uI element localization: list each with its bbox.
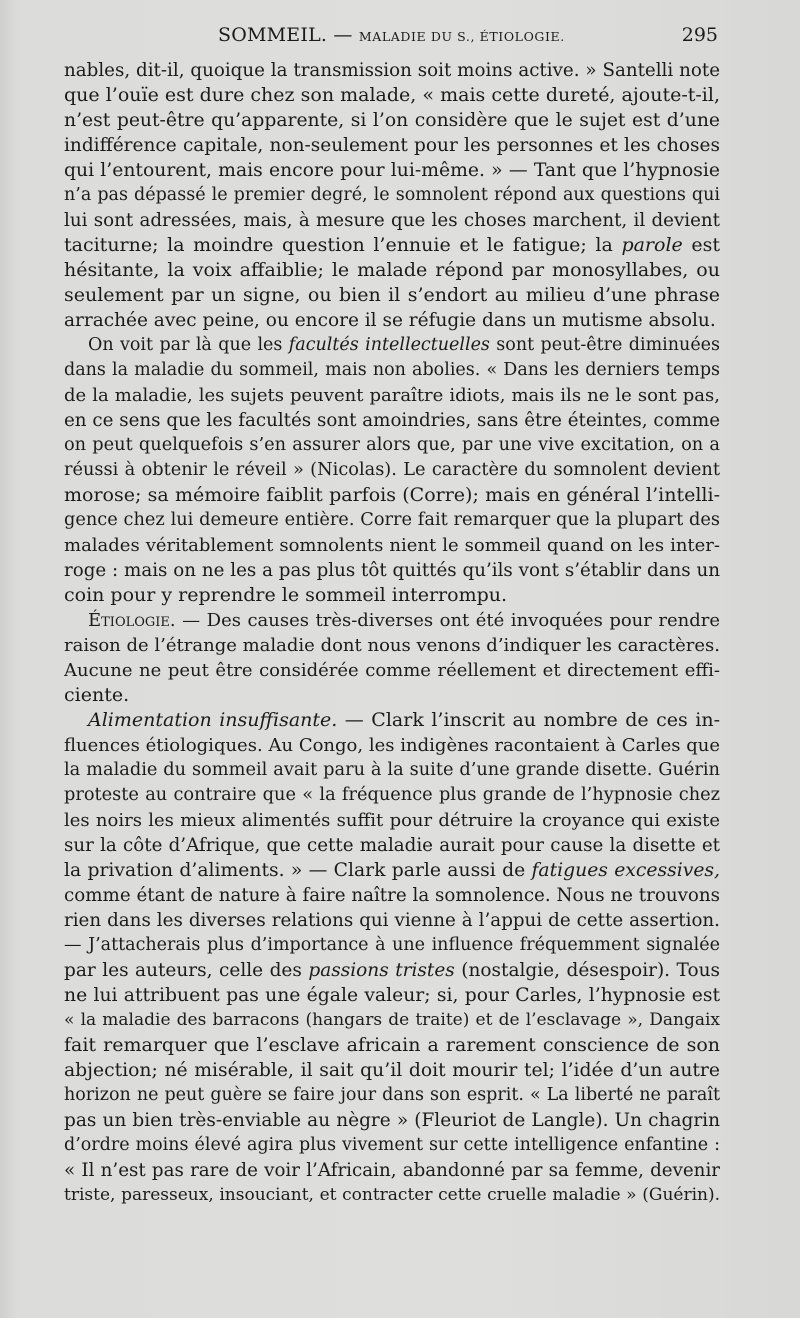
text-run: arrachée avec peine, ou encore il se réfugie dans un mutisme absolu.	[64, 310, 716, 331]
running-head	[218, 24, 565, 46]
running-head-sub: MALADIE DU S., ÉTIOLOGIE.	[358, 29, 565, 44]
running-head-dash: —	[333, 24, 353, 46]
text-run: la maladie du sommeil avait paru à la suite d’une grande disette. Guérin	[64, 760, 720, 780]
text-run: pas un bien très-enviable au nègre » (Fleuriot de Langle). Un chagrin	[64, 1110, 720, 1131]
text-run: sont peut-être diminuées	[489, 335, 720, 355]
text-line	[64, 1108, 720, 1133]
text-run: rien dans les diverses relations qui vienne à l’appui de cette assertion.	[64, 910, 720, 931]
text-run: proteste au contraire que « la fréquence plus grande de l’hypnosie chez	[64, 785, 720, 805]
text-line	[64, 483, 720, 508]
text-run: de la maladie, les sujets peuvent paraître idiots, mais ils ne le sont pas,	[64, 385, 720, 406]
text-run: réussi à obtenir le réveil » (Nicolas). Le caractère du somnolent devient	[64, 460, 720, 480]
text-line	[64, 908, 720, 933]
text-run: taciturne; la moindre question l’ennuie et le fatigue; la	[64, 234, 622, 256]
text-line	[64, 258, 720, 283]
text-run: que l’ouïe est dure chez son malade, « mais cette dureté, ajoute-t-il,	[64, 84, 720, 106]
text-line	[64, 1183, 720, 1208]
text-run: comme étant de nature à faire naître la somnolence. Nous ne trouvons	[64, 885, 720, 906]
italic-phrase: passions tristes	[308, 960, 455, 981]
italic-phrase: fatigues excessives,	[531, 860, 720, 881]
text-line	[64, 533, 720, 558]
text-run: par les auteurs, celle des	[64, 960, 309, 981]
text-run: dans la maladie du sommeil, mais non abolies. « Dans les derniers temps	[64, 360, 720, 380]
text-line	[64, 58, 720, 83]
text-line	[64, 758, 720, 783]
text-line	[64, 583, 720, 608]
text-run: Aucune ne peut être considérée comme réellement et directement effi-	[64, 660, 720, 681]
text-line	[64, 733, 720, 758]
text-run: horizon ne peut guère se faire jour dans son esprit. « La liberté ne paraît	[64, 1085, 720, 1105]
text-line	[64, 433, 720, 458]
text-run: n’est peut-être qu’apparente, si l’on considère que le sujet est d’une	[64, 110, 720, 131]
section-heading: Étiologie.	[88, 610, 176, 631]
text-run: raison de l’étrange maladie dont nous venons d’indiquer les caractères.	[64, 635, 720, 656]
text-run: ciente.	[64, 684, 130, 706]
text-run: « la maladie des barracons (hangars de traite) et de l’esclavage », Dangaix	[64, 1010, 720, 1030]
text-run: seulement par un signe, ou bien il s’endort au milieu d’une phrase	[64, 284, 720, 306]
text-run: On voit par là que les	[88, 335, 289, 355]
text-line	[64, 1133, 720, 1158]
page-header	[64, 24, 718, 50]
text-line	[64, 808, 720, 833]
text-run: hésitante, la voix affaiblie; le malade répond par monosyllabes, ou	[64, 259, 720, 281]
text-run: roge : mais on ne les a pas plus tôt quittés qu’ils vont s’établir dans un	[64, 560, 720, 581]
text-run: « Il n’est pas rare de voir l’Africain, abandonné par sa femme, devenir	[64, 1160, 720, 1181]
text-line	[64, 833, 720, 858]
running-head-main: SOMMEIL.	[218, 24, 328, 46]
text-line	[64, 383, 720, 408]
text-run: qui l’entourent, mais encore pour lui-même. » — Tant que l’hypnosie	[64, 160, 720, 181]
text-line	[64, 608, 720, 633]
text-run: triste, paresseux, insouciant, et contracter cette cruelle maladie » (Guérin).	[64, 1185, 720, 1205]
text-line	[64, 283, 720, 308]
text-line	[64, 658, 720, 683]
text-line	[64, 83, 720, 108]
text-run: — Clark l’inscrit au nombre de ces in-	[337, 709, 720, 731]
text-run: n’a pas dépassé le premier degré, le somnolent répond aux questions qui	[64, 185, 720, 205]
text-line	[64, 158, 720, 183]
text-run: lui sont adressées, mais, à mesure que les choses marchent, il devient	[64, 210, 720, 231]
text-line	[64, 108, 720, 133]
text-run: indifférence capitale, non-seulement pour les personnes et les choses	[64, 135, 720, 156]
text-run: morose; sa mémoire faiblit parfois (Corre); mais en général l’intelli-	[64, 484, 720, 506]
text-run: (nostalgie, désespoir). Tous	[454, 960, 720, 981]
text-line	[64, 358, 720, 383]
text-run: d’ordre moins élevé agira plus vivement sur cette intelligence enfantine :	[64, 1135, 720, 1155]
text-line	[64, 333, 720, 358]
text-run: en ce sens que les facultés sont amoindries, sans être éteintes, comme	[64, 410, 720, 431]
text-run: les noirs les mieux alimentés suffit pour détruire la croyance qui existe	[64, 810, 720, 831]
text-line	[64, 183, 720, 208]
text-run: on peut quelquefois s’en assurer alors que, par une vive excitation, on a	[64, 435, 720, 455]
text-line	[64, 783, 720, 808]
text-line	[64, 1008, 720, 1033]
text-line	[64, 1083, 720, 1108]
text-line	[64, 1033, 720, 1058]
body-text	[64, 58, 720, 1208]
text-run: abjection; né misérable, il sait qu’il doit mourir tel; l’idée d’un autre	[64, 1060, 720, 1081]
text-run: malades véritablement somnolents nient le sommeil quand on les inter-	[64, 535, 720, 556]
text-line	[64, 983, 720, 1008]
text-line	[64, 458, 720, 483]
text-line	[64, 933, 720, 958]
text-run: gence chez lui demeure entière. Corre fait remarquer que la plupart des	[64, 510, 720, 530]
text-run: nables, dit-il, quoique la transmission soit moins active. » Santelli note	[64, 60, 720, 81]
text-line	[64, 883, 720, 908]
text-line	[64, 958, 720, 983]
text-line	[64, 558, 720, 583]
text-line	[64, 208, 720, 233]
text-line	[64, 233, 720, 258]
text-run: fait remarquer que l’esclave africain a rarement conscience de son	[64, 1034, 720, 1056]
text-line	[64, 683, 720, 708]
text-run: coin pour y reprendre le sommeil interrompu.	[64, 584, 508, 606]
text-line	[64, 508, 720, 533]
text-line	[64, 708, 720, 733]
text-line	[64, 408, 720, 433]
text-run: la privation d’aliments. » — Clark parle aussi de	[64, 860, 532, 881]
italic-phrase: Alimentation insuffisante.	[88, 709, 338, 731]
text-run: fluences étiologiques. Au Congo, les indigènes racontaient à Carles que	[64, 735, 720, 756]
text-line	[64, 1158, 720, 1183]
text-run: — Des causes très-diverses ont été invoquées pour rendre	[175, 610, 720, 631]
italic-phrase: parole	[621, 234, 683, 256]
text-line	[64, 133, 720, 158]
italic-phrase: facultés intellectuelles	[288, 335, 490, 355]
text-run: ne lui attribuent pas une égale valeur; si, pour Carles, l’hypnosie est	[64, 985, 720, 1006]
page-number: 295	[681, 24, 718, 46]
text-line	[64, 858, 720, 883]
text-line	[64, 633, 720, 658]
text-line	[64, 1058, 720, 1083]
text-run: sur la côte d’Afrique, que cette maladie aurait pour cause la disette et	[64, 835, 720, 856]
text-line	[64, 308, 720, 333]
text-run: est	[682, 234, 720, 256]
text-run: — J’attacherais plus d’importance à une influence fréquemment signalée	[64, 935, 720, 955]
